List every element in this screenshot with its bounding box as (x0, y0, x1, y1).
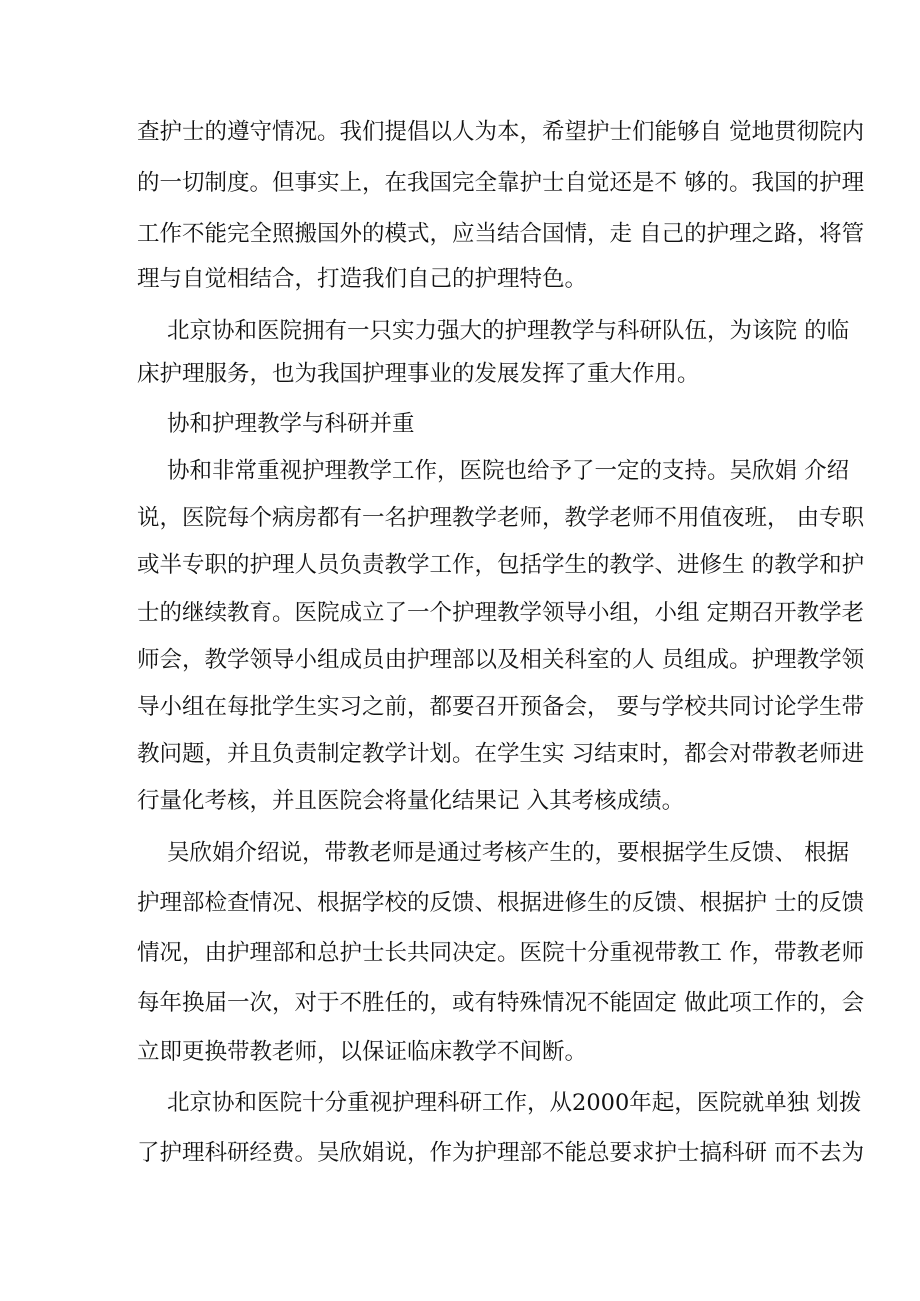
paragraph-line: 每年换届一次，对于不胜任的，或有特殊情况不能固定 做此项工作的，会 (137, 990, 865, 1016)
paragraph-line: 理与自觉相结合，打造我们自己的护理特色。 (137, 266, 588, 292)
paragraph-line: 师会，教学领导小组成员由护理部以及相关科室的人 员组成。护理教学领 (137, 647, 865, 673)
paragraph-line: 北京协和医院拥有一只实力强大的护理教学与科研队伍，为该院 的临 (167, 318, 850, 344)
paragraph-line: 工作不能完全照搬国外的模式，应当结合国情，走 自己的护理之路，将管 (137, 221, 865, 247)
paragraph-line: 吴欣娟介绍说，带教老师是通过考核产生的，要根据学生反馈、 根据 (167, 840, 850, 866)
paragraph-line: 教问题，并且负责制定教学计划。在学生实 习结束时，都会对带教老师进 (137, 741, 865, 767)
paragraph-line: 的一切制度。但事实上，在我国完全靠护士自觉还是不 够的。我国的护理 (137, 170, 865, 196)
section-heading: 协和护理教学与科研并重 (167, 411, 415, 437)
paragraph-line: 士的继续教育。医院成立了一个护理教学领导小组，小组 定期召开教学老 (137, 600, 865, 626)
paragraph-line: 情况，由护理部和总护士长共同决定。医院十分重视带教工 作，带教老师 (137, 940, 865, 966)
paragraph-line: 护理部检查情况、根据学校的反馈、根据进修生的反馈、根据护 士的反馈 (137, 890, 865, 916)
paragraph-line: 导小组在每批学生实习之前，都要召开预备会， 要与学校共同讨论学生带 (137, 694, 865, 720)
paragraph-line: 协和非常重视护理教学工作，医院也给予了一定的支持。吴欣娟 介绍 (167, 458, 850, 484)
paragraph-line: 了护理科研经费。吴欣娟说，作为护理部不能总要求护士搞科研 而不去为 (137, 1140, 865, 1166)
paragraph-line: 或半专职的护理人员负责教学工作，包括学生的教学、进修生 的教学和护 (137, 552, 865, 578)
paragraph-line: 床护理服务，也为我国护理事业的发展发挥了重大作用。 (137, 361, 700, 387)
paragraph-line: 立即更换带教老师，以保证临床教学不间断。 (137, 1039, 588, 1065)
paragraph-line: 查护士的遵守情况。我们提倡以人为本，希望护士们能够自 觉地贯彻院内 (137, 119, 865, 145)
paragraph-line: 北京协和医院十分重视护理科研工作，从2000年起，医院就单独 划拨 (167, 1090, 862, 1116)
paragraph-line: 说，医院每个病房都有一名护理教学老师，教学老师不用值夜班， 由专职 (137, 505, 865, 531)
paragraph-line: 行量化考核，并且医院会将量化结果记 入其考核成绩。 (137, 788, 685, 814)
